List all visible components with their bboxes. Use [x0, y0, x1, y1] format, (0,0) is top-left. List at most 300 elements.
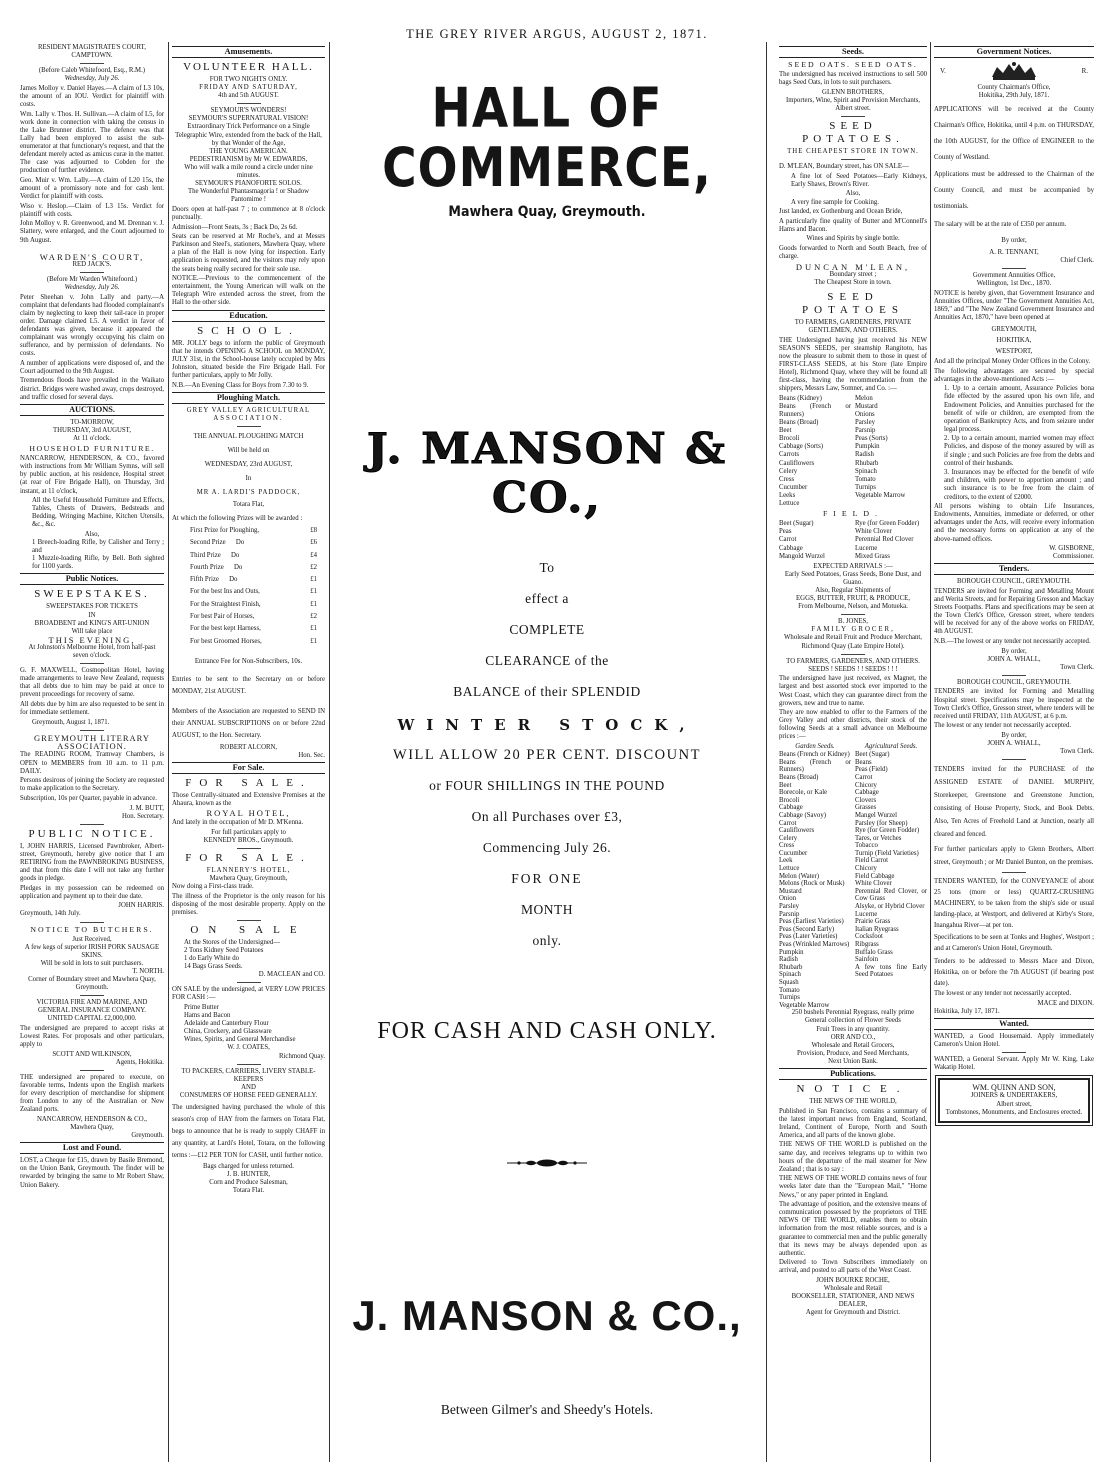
seed-item: Beet [779, 427, 792, 435]
agri-seed-item: Tares, or Vetches [855, 834, 902, 842]
tp-p1: CONSUMERS OF HORSE FEED GENERALLY. [179, 1091, 318, 1099]
ploughing-header: Ploughing Match. [172, 392, 325, 404]
expected-body: Early Seed Potatoes, Grass Seeds, Bone Dust, and Guano. [784, 570, 922, 586]
indent-notice: THE undersigned are prepared to execute, on favorable terms, Indents upon the English markets for every description of merchandise for shipment from London to any of the Australian or New Zealand ports. [20, 1074, 164, 1114]
column-4 [934, 44, 1094, 1464]
fs2-p3: Now doing a First-class trade. [172, 882, 254, 890]
news-p4: The advantage of position, and the extensive means of communication possessed by the proprietors of THE NEWS OF THE WORLD, enables them to obtain information from the most reliable sources, and is a guarantee to commercial men and the public generally that its news may be always depended upon as authentic. [779, 1201, 927, 1257]
bc2-title: BOROUGH COUNCIL, GREYMOUTH. [956, 678, 1072, 686]
column-3 [779, 44, 927, 1464]
garden-seed-item: Turnips [779, 994, 800, 1002]
tw-date: Hokitika, July 17, 1871. [934, 1007, 1000, 1015]
pawn-date: Greymouth, 14th July. [20, 910, 81, 918]
ga-p3: The following advantages are secured by special advantages in the above-mentioned Acts :— [934, 367, 1094, 383]
agri-seed-item: White Clover [855, 880, 892, 888]
ad-clearance: CLEARANCE of the [485, 653, 609, 668]
column-1 [20, 44, 164, 1464]
rm-case-4: Wiso v. Heslop.—Claim of L3 15s. Verdict for plaintiff with costs. [20, 202, 164, 218]
literary-role: Hon. Secretary. [121, 812, 164, 820]
garden-seeds-list [779, 751, 851, 1009]
field-seed-item: Rye (for Green Fodder) [855, 520, 920, 528]
gv-role: Hon. Sec. [298, 751, 325, 759]
seed-potatoes-2-title: SEED POTATOES [802, 290, 904, 316]
bc2-p1: TENDERS are invited for Forming and Metalling Hospital street. Specifications may be inspected at the Town Clerk's Office, Gresson street, where tenders will be received until FRIDAY, 11th AUGUST, at 6 p.m. [934, 688, 1094, 720]
fs2-p1: FLANNERY'S HOTEL, [206, 866, 291, 874]
ga-role: Commissioner. [1053, 553, 1094, 561]
wc-title: WARDEN'S COURT, [39, 251, 145, 262]
bj-role2: Wholesale and Retail Fruit and Produce Merchant, [784, 634, 922, 642]
ga-advantages [934, 385, 1094, 501]
seed-potatoes-title: SEED POTATOES. [802, 120, 904, 146]
bj-sig: B. JONES, [837, 618, 869, 626]
manson-footer-title: J. MANSON & CO., [352, 1292, 742, 1339]
auct-rifle-1: 1 Breech-loading Rifle, by Calisher and Terry ; and [32, 539, 164, 555]
ga-sig: W. GISBORNE, [1049, 545, 1094, 553]
agri-seed-item: Beans [855, 758, 872, 766]
garden-seed-item: Parsley [779, 903, 800, 911]
garden-seed-item: Pumpkin [779, 948, 804, 956]
prize-row [190, 623, 325, 635]
news-p2: THE NEWS OF THE WORLD is published on the same day, and receives telegrams up to within two hours of the departure of the mail steamer for New Zealand ; that is to say : [779, 1141, 927, 1173]
public-notice-title: PUBLIC NOTICE. [28, 827, 156, 840]
prize-label: For the best Ins and Outs, [190, 588, 260, 596]
indent-addr: Mawhera Quay, [70, 1124, 114, 1132]
gv-l1: THE ANNUAL PLOUGHING MATCH [193, 432, 304, 440]
field-seed-item: Carrot [779, 536, 797, 544]
os2-addr: Richmond Quay. [279, 1052, 325, 1060]
victoria-capital: UNITED CAPITAL £2,000,000. [47, 1015, 137, 1023]
dm-p2: A fine lot of Seed Potatoes—Early Kidneys, Early Shaws, Brown's River. [791, 172, 927, 188]
vh-l1: FOR TWO NIGHTS ONLY. [209, 76, 288, 83]
gv-l5: MR A. LARDI'S PADDOCK, [196, 489, 301, 497]
agri-seed-item: Chicory [855, 865, 877, 873]
box-l4: Tombstones, Monuments, and Enclosures erected. [945, 1108, 1083, 1116]
bj-addr: Richmond Quay (Late Empire Hotel). [801, 642, 905, 650]
auct-also: Also, [84, 530, 100, 538]
agri-seed-item: Perennial Red Clover, or Cow Grass [855, 887, 927, 903]
garden-seed-item: Celery [779, 834, 798, 842]
field-seed-item: Peas [779, 528, 792, 536]
advantage-item: 2. Up to a certain amount, married women may effect Policies, and dispose of the money assured by will as if single ; and such Policies are free from the debts and control of their husbands. [944, 435, 1094, 467]
gov-by: By order, [1001, 236, 1027, 244]
column-rule [329, 42, 330, 1462]
seed-item: Tomato [855, 475, 876, 483]
manson-title: J. MANSON & CO., [366, 424, 728, 522]
seed-item: Cress [779, 475, 795, 483]
sp2-body: THE Undersigned having just received his NEW SEASON'S SEEDS, per steamship Rangitoto, has now the pleasure to submit them to those in quest of FIRST-CLASS SEEDS, at his Store (late Empire Hotel), Richmond Quay, where they will be found all first-class, having the recommendation from the shippers, Messrs Law, Somner, and Co. :— [779, 336, 927, 393]
seed-item: Peas (Sorts) [855, 435, 888, 443]
garden-seed-item: Peas (Wrinkled Marrows) [779, 941, 850, 948]
garden-seed-item: Rhubarb [779, 963, 803, 971]
sale-item: Hams and Bacon [184, 1012, 231, 1020]
news-p3: THE NEWS OF THE WORLD contains news of four weeks later date than the "European Mail," "Home News," or any paper printed in England. [779, 1175, 927, 1199]
seed-item: Beans (Broad) [779, 419, 819, 427]
garden-seed-item: Lettuce [779, 865, 800, 873]
news-role: Wholesale and Retail [823, 1285, 883, 1293]
tenders-wanted-4: The lowest or any tender not necessarily accepted. [934, 990, 1072, 998]
seed-list [779, 395, 927, 508]
sw-line-3: BROADBENT and KING'S ART-UNION [34, 619, 150, 627]
volunteer-hall-title: VOLUNTEER HALL. [183, 61, 314, 73]
seed-item: Rhubarb [855, 459, 879, 467]
ga-towns [934, 324, 1094, 357]
garden-seed-item: Cauliflowers [779, 827, 815, 835]
gv-l3: WEDNESDAY, 23rd AUGUST, [204, 460, 293, 468]
garden-seed-item: Carrot [779, 819, 797, 827]
news-role2: BOOKSELLER, STATIONER, AND NEWS DEALER, [791, 1293, 915, 1309]
prize-row [190, 599, 325, 611]
victoria-body: The undersigned are prepared to accept risks at Lowest Rates. For proposals and other particulars, apply to [20, 1025, 164, 1049]
agri-seed-item: A few tons fine Early Seed Potatoes [855, 963, 927, 979]
agri-seed-item: Beet (Sugar) [855, 751, 890, 759]
agri-seed-item: Field Cabbage [855, 872, 895, 880]
wanted-1: WANTED, a Good Housemaid. Apply immediately Cameron's Union Hotel. [934, 1032, 1094, 1049]
sale-item: Adelaide and Canterbury Flour [184, 1020, 269, 1028]
os2-sig: W. J. COATES, [227, 1044, 270, 1052]
wc-case-1: Peter Sheehan v. John Lally and party.—A complaint that defendants had flooded complainant's claim by neglecting to keep their tail-race in proper order. Damage claimed L5. A verdict in favor of defendants was given, because it appeared the complainant was wrongly occupying his claim on sufferance, and by permission of defendants. No costs. [20, 293, 164, 358]
prize-label: Fourth Prize Do [190, 563, 243, 571]
agri-seed-item: Sainfoin [855, 956, 879, 964]
bc2-sig: JOHN A. WHALL, [987, 739, 1041, 747]
butchers-addr: Corner of Boundary street and Mawhera Quay, Greymouth. [28, 976, 156, 992]
tf-p1: The undersigned have just received, ex Magnet, the largest and best assorted stock ever imported to the West Coast, which they can guarantee direct from the growers, new and true to name. [779, 675, 927, 707]
auct-items: All the Useful Household Furniture and Effects, Tables, Chests of Drawers, Bedsteads and Bedding, Wringing Machine, Kitchen Utensils, &c., &c. [32, 497, 164, 529]
gv-l7: At which the following Prizes will be awarded : [172, 515, 303, 523]
garden-seed-item: Squash [779, 978, 799, 986]
garden-seed-item: Peas (Earliest Varieties) [779, 918, 844, 926]
crown-crest-icon [989, 61, 1039, 81]
vh-l14: Seats can be reserved at Mr Roche's, and at Messrs Parkinson and Steel's, stationers, Mawhera Quay, where a plan of the Hall is now lying for inspection. Early application is requested, and the visitors may rely upon the seats being really secured for their sole use. [172, 233, 325, 273]
vh-l3: 4th and 5th AUGUST. [218, 92, 279, 100]
sw-line-2: IN [88, 611, 96, 619]
bc1-title: BOROUGH COUNCIL, GREYMOUTH. [956, 578, 1072, 586]
garden-seed-item: Onion [779, 895, 796, 903]
agri-seed-item: Mangel Wurzel [855, 811, 898, 819]
pawn-notice-2: Pledges in my possession can be redeemed on application and payment up to their due date. [20, 884, 164, 900]
agri-seed-item: Cabbage [855, 789, 879, 797]
prize-row [190, 636, 325, 648]
seed-item: Spinach [855, 467, 877, 475]
maxwell-date: Greymouth, August 1, 1871. [32, 718, 110, 726]
os2-items [172, 1004, 325, 1044]
quinn-box [938, 1078, 1090, 1122]
agri-seed-item: Turnip (Field Varieties) [855, 849, 919, 857]
garden-seed-item: Radish [779, 956, 798, 964]
sale-item: Wines, Spirits, and General Merchandise [184, 1036, 296, 1044]
ornament-divider-icon [507, 1158, 587, 1168]
auct-household: HOUSEHOLD FURNITURE. [29, 444, 155, 454]
prize-amount: £1 [310, 625, 317, 633]
victoria-sig: SCOTT AND WILKINSON, [52, 1050, 132, 1058]
sp2-sub: TO FARMERS, GARDENERS, PRIVATE GENTLEMEN, AND OTHERS. [794, 318, 912, 335]
gv-l4: In [245, 475, 252, 483]
masthead: THE GREY RIVER ARGUS, AUGUST 2, 1871. [406, 27, 708, 41]
garden-agri-list [779, 751, 927, 1009]
vh-l11: The Wonderful Phantasmagoria ! or Shadow Pantomime ! [187, 188, 310, 204]
gv-l2: Will be held on [227, 446, 270, 454]
prize-amount: £6 [310, 539, 317, 547]
gov-l2: Hokitika, 29th July, 1871. [978, 92, 1050, 100]
fs1-p4: For full particulars apply to [211, 828, 286, 836]
garden-seed-item: Melons (Rock or Musk) [779, 880, 845, 888]
seed-item: Mustard [855, 402, 878, 410]
seed-oats-sig: GLENN BROTHERS, [822, 88, 884, 96]
dm-p7: Goods forwarded to North and South Beach, free of charge. [779, 245, 927, 261]
seed-item: Brocoli [779, 435, 800, 443]
garden-seed-item: Beans (French or Runners) [779, 758, 851, 774]
agri-seed-item: Prairie Grass [855, 918, 891, 926]
dm-p5: A particularly fine quality of Butter and M'Connell's Hams and Bacon. [779, 217, 927, 233]
seed-item: Carrots [779, 451, 800, 459]
ad-effect: effect a [525, 591, 569, 606]
literary-p3: Subscription, 10s per Quarter, payable in advance. [20, 794, 157, 802]
agri-seeds-list [855, 751, 927, 1009]
seed-item: Vegetable Marrow [855, 491, 906, 499]
prize-label: For best Pair of Horses, [190, 613, 255, 621]
literary-p1: The READING ROOM, Tramway Chambers, is OPEN to MEMBERS from 10 a.m. to 11 p.m. DAILY. [20, 751, 164, 775]
ad-or-four: or FOUR SHILLINGS IN THE POUND [429, 778, 665, 793]
pawn-notice: I, JOHN HARRIS, Licensed Pawnbroker, Albert-street, Greymouth, hereby give notice that I am RETIRING from the PAWNBROKING BUSINESS, and that from this date I will not take any further goods in pledge. [20, 842, 164, 883]
seed-item: Cauliflowers [779, 459, 815, 467]
manson-advertisement [333, 44, 761, 1464]
tp-p2: The undersigned having purchased the whole of this season's crop of HAY from the farmers on Totara Flat, begs to announce that he is ready to supply CHAFF in any quantity, at Lardi's Hotel, Totara, on the following terms :—£12 PER TON for CASH, until further notice. [172, 1103, 325, 1159]
ad-for-one: FOR ONE [511, 871, 583, 886]
fs2-p4: The illness of the Proprietor is the only reason for his disposing of the most desirable property. Apply on the premises. [172, 892, 325, 916]
field-seed-item: Lucerne [855, 544, 878, 552]
indent-sig: NANCARROW, HENDERSON & CO., [36, 1116, 148, 1123]
dm-p4: Just landed, ex Gothenburg and Ocean Bride, [779, 208, 903, 216]
butchers-l1: Just Received, [72, 935, 112, 943]
tenders-header: Tenders. [934, 563, 1094, 575]
vh-l15: NOTICE.—Previous to the commencement of the entertainment, the Young American will walk on the Telegraph Wire extended across the street, from the Hall to the other side. [172, 275, 325, 307]
field-seed-item: White Clover [855, 528, 892, 536]
field-seed-item: Mangold Wurzel [779, 552, 825, 560]
prize-amount: £2 [310, 563, 317, 571]
seed-item: Celery [779, 467, 798, 475]
seed-list-a [779, 395, 851, 508]
tenders-wanted-3: Tenders to be addressed to Messrs Mace and Dixon, Hokitika, on or before the 7th AUGUST (if bearing post date). [934, 957, 1094, 987]
seed-item: Parsnip [855, 427, 876, 435]
gov-p3: The salary will be at the rate of £350 per annum. [934, 220, 1067, 228]
office-town: GREYMOUTH, [991, 325, 1037, 333]
prize-list [172, 525, 325, 648]
rm-court-sub: CAMPTOWN. [71, 52, 113, 60]
seed-item: Onions [855, 411, 875, 418]
gv-l8: Entrance Fee for Non-Subscribers, 10s. [194, 657, 303, 665]
prize-label: For the Straightest Finish, [190, 600, 261, 608]
tf-title: TO FARMERS, GARDENERS, AND OTHERS. [786, 657, 920, 665]
auct-rifle-2: 1 Muzzle-loading Rifle, by Bell. Both sighted for 1100 yards. [32, 555, 164, 571]
news-p5: Delivered to Town Subscribers immediately on arrival, and posted to all parts of the West Coast. [779, 1259, 927, 1275]
field-seed-item: Mixed Grass [855, 552, 890, 560]
garden-seed-item: Borecole, or Kale [779, 789, 828, 797]
vh-l12: Doors open at half-past 7 ; to commence at 8 o'clock punctually. [172, 205, 325, 221]
lost-cheque: LOST, a Cheque for £15, drawn by Basile Bremond, on the Union Bank, Greymouth. The finder will be rewarded by bringing the same to Mr Robert Shaw, Union Bakery. [20, 1157, 164, 1189]
tp-and: AND [241, 1083, 256, 1091]
os-p4: 14 Bags Grass Seeds. [184, 963, 243, 971]
tf-p2: They are now enabled to offer to the Farmers of the Grey Valley and other districts, their stock of the following Seeds at a small advance on Melbourne prices :— [779, 709, 927, 741]
wc-news: Tremendous floods have prevailed in the Waikato district. Bridges were washed away, crops destroyed, and traffic closed for several days. [20, 377, 164, 401]
prize-amount: £4 [310, 551, 317, 559]
agri-seed-item: Grasses [855, 804, 877, 812]
tp-p3: Bags charged for unless returned. [202, 1163, 295, 1170]
tenders-wanted-2: Specifications to be seen at Tonks and Hughes', Westport ; and at Cameron's Union Hotel, Greymouth. [934, 934, 1094, 953]
tp-title: TO PACKERS, CARRIERS, LIVERY STABLE-KEEPERS [181, 1067, 316, 1083]
office-town: HOKITIKA, [996, 336, 1032, 344]
ad-complete: COMPLETE [509, 622, 585, 637]
hall-address: Mawhera Quay, Greymouth. [448, 204, 646, 220]
agri-seed-item: Peas (Field) [855, 766, 888, 774]
garden-seed-item: Parsnip [779, 910, 800, 918]
tp-addr: Totara Flat. [232, 1187, 265, 1195]
ga-p1: NOTICE is hereby given, that Government Insurance and Annuities Offices, under "The Government Annuities Act, 1869," and "The New Zealand Government Insurance and Annuities Act, 1870," have been opened at [934, 289, 1094, 321]
vh-l5: SEYMOUR'S SUPERNATURAL VISION! [188, 115, 309, 123]
garden-seed-item: Brocoli [779, 796, 800, 804]
seed-oats-title: SEED OATS. SEED OATS. [788, 60, 918, 69]
news-p1: Published in San Francisco, contains a summary of the latest important news from England, Scotland, Ireland, Continent of Europe, North and South America, and all parts of the known globe. [779, 1107, 927, 1139]
school-body: MR. JOLLY begs to inform the public of Greymouth that he intends OPENING A SCHOOL on MONDAY, JULY 31st, in the School-house lately occupied by Mrs Johnston, situated beside the Fire Brigade Hall. For further particulars, apply to Mr Jolly. [172, 339, 325, 379]
seed-item: Beans (Kidney) [779, 394, 822, 402]
box-l3: Albert street, [996, 1100, 1032, 1108]
prize-row [190, 537, 325, 549]
sw-line-5: THIS EVENING, [48, 634, 136, 645]
seal-r: R. [1081, 66, 1088, 75]
cheapest-store: THE CHEAPEST STORE IN TOWN. [787, 148, 919, 156]
agri-seed-item: Italian Ryegrass [855, 925, 899, 933]
fs1-p3: And lately in the occupation of Mr D. M'Kenna. [172, 818, 304, 826]
prize-row [190, 550, 325, 562]
bc1-p1: TENDERS are invited for Forming and Metalling Mount and Werita Streets, and for Repairing Gresson and Mackay Streets Footpaths. Plans and specifications may be seen at the Town Clerk's Office, Gresson street, where tenders will be received for any of the above works on FRIDAY, 4th AUGUST. [934, 587, 1094, 636]
seed-item: Melon [855, 394, 873, 402]
fs1-p5: KENNEDY BROS., Greymouth. [203, 836, 294, 844]
gv-assoc: ASSOCIATION. [213, 414, 284, 422]
butchers-sig: T. NORTH. [132, 968, 164, 975]
prize-amount: £1 [310, 576, 317, 584]
advantage-item: 3. Insurances may be effected for the benefit of wife and children, with power to apportion amount ; and such insurance is to be free from the claim of creditors, to the extent of £2000. [944, 469, 1094, 501]
fs2-p2: Mawhera Quay, Greymouth, [209, 874, 288, 882]
ga-l1: Government Annuities Office, [972, 271, 1056, 279]
fs1-p2: ROYAL HOTEL, [206, 808, 291, 819]
vh-l2: FRIDAY AND SATURDAY, [199, 84, 298, 92]
garden-seed-item: Cabbage (Savoy) [779, 811, 826, 819]
tenders-wanted: TENDERS WANTED, for the CONVEYANCE of about 25 tons (more or less) QUARTZ-CRUSHING MACHINERY, to be taken from the ship's side or usual landing-place, at Westport, and delivered at Kirby's Store, Inangahua River—at per ton. [934, 877, 1094, 929]
prize-label: First Prize for Ploughing, [190, 526, 260, 534]
garden-seed-item: Tomato [779, 986, 800, 994]
gv-l10: Members of the Association are requested to SEND IN their ANNUAL SUBSCRIPTIONS on or before 22nd AUGUST, to the Hon. Secretary. [172, 708, 325, 739]
dm-p3: A very fine sample for Cooking. [791, 198, 879, 206]
bc2-role: Town Clerk. [1060, 748, 1094, 756]
indent-town: Greymouth. [131, 1132, 164, 1140]
column-rule [930, 42, 931, 1462]
rm-court-title: RESIDENT MAGISTRATE'S COURT, [38, 44, 146, 51]
ad-allow: WILL ALLOW 20 PER CENT. DISCOUNT [393, 747, 701, 763]
sw-line-1: SWEEPSTAKES FOR TICKETS [46, 603, 138, 611]
garden-seed-item: Cucumber [779, 849, 808, 857]
ad-on-purchases: On all Purchases over £3, [471, 809, 623, 824]
publications-header: Publications. [779, 1068, 927, 1080]
bc2-p2: The lowest or any tender not necessarily accepted. [934, 722, 1072, 730]
seed-item: Beans (French or Runners) [779, 402, 851, 418]
prize-row [190, 611, 325, 623]
bc1-role: Town Clerk. [1060, 663, 1094, 671]
prize-label: Second Prize Do [190, 539, 245, 547]
rm-case-3: Geo. Muir v. Wm. Lally.—A claim of L20 15s, the amount of a promissory note and for cash lent. Verdict for plaintiff with costs. [20, 176, 164, 201]
prize-label: For the best kept Harness, [190, 625, 261, 633]
gov-role: Chief Clerk. [1060, 256, 1094, 264]
literary-title: GREYMOUTH LITERARY ASSOCIATION. [34, 732, 150, 751]
sale-item: China, Crockery, and Glassware [184, 1028, 272, 1036]
field-seed-item: Perennial Red Clover [855, 536, 914, 544]
seed-item: Cabbage (Sorts) [779, 443, 823, 451]
prize-row [190, 586, 325, 598]
vh-l10: SEYMOUR'S PIANOFORTE SOLOS. [195, 180, 302, 188]
gv-l6: Totara Flat, [232, 501, 265, 509]
seed-item: Cucumber [779, 483, 808, 491]
vh-l4: SEYMOUR'S WONDERS! [210, 107, 287, 115]
rm-case-5: John Molloy v. R. Greenwood, and M. Drennan v. J. Slattery, were enlarged, and the Court adjourned to 9th August. [20, 220, 164, 244]
os-sig: D. MACLEAN and CO. [258, 971, 325, 979]
prize-amount: £2 [310, 613, 317, 621]
expected-arrivals: EXPECTED ARRIVALS :— [813, 562, 893, 570]
dm-sig: DUNCAN M'LEAN, [795, 261, 911, 272]
fs1-title: FOR SALE. [185, 776, 312, 789]
tw-sig: MACE and DIXON. [1037, 999, 1094, 1007]
ad-commencing: Commencing July 26. [482, 840, 612, 855]
seed-item: Radish [855, 451, 874, 459]
os-p1: At the Stores of the Undersigned— [184, 938, 281, 946]
tf-addr: Next Union Bank. [828, 1057, 878, 1065]
prize-amount: £8 [310, 526, 317, 534]
os2-p1: ON SALE by the undersigned, at VERY LOW PRICES FOR CASH :— [172, 986, 325, 1002]
agri-seed-item: Lucerne [855, 910, 878, 918]
agri-seed-item: Field Carrot [855, 857, 889, 865]
column-rule [766, 42, 767, 1462]
prize-row [190, 574, 325, 586]
vh-l8: PEDESTRIANISM by Mr W. EDWARDS, [189, 155, 308, 163]
seed-item: Parsley [855, 419, 876, 427]
garden-seeds-head: Garden Seeds. [795, 743, 835, 751]
auct-line-1: TO-MORROW, [70, 418, 114, 426]
seal-v: V. [940, 66, 946, 75]
seed-headings [779, 743, 927, 751]
gv-l9: Entries to be sent to the Secretary on or before MONDAY, 21st AUGUST. [172, 676, 325, 695]
dm-addr: Boundary street ; [829, 270, 877, 278]
ga-p2: And all the principal Money Order Offices in the Colony. [934, 358, 1091, 366]
column-rule [168, 42, 169, 1462]
bj-role: FAMILY GROCER, [811, 626, 895, 634]
prize-amount: £1 [310, 588, 317, 596]
amusements-header: Amusements. [172, 46, 325, 58]
agri-seed-item: Ribgrass [855, 941, 879, 948]
wc-sub: RED JACK'S. [72, 260, 112, 268]
prize-row [190, 525, 325, 537]
field-list [779, 520, 927, 560]
tender-purchase: TENDERS invited for the PURCHASE of the ASSIGNED ESTATE of DANIEL MURPHY, Storekeeper, Greenstone and Greenstone Junction, consisting of House Property, Stock, and Book Debts. Also, Ten Acres of Freehold Land at Junction, nearly all cleared and fenced. [934, 766, 1094, 839]
vh-l9: Who will walk a mile round a circle under nine minutes. [184, 163, 313, 180]
hall-of-commerce-title: HALL OF COMMERCE, [382, 76, 712, 200]
seed-list-b [855, 395, 927, 508]
box-l1: WM. QUINN AND SON, [972, 1083, 1056, 1093]
sw-line-6: At Johnston's Melbourne Hotel, from half-past seven o'clock. [28, 643, 156, 659]
ad-winter-stock: WINTER STOCK, [397, 716, 697, 734]
garden-seed-item: Beet [779, 781, 792, 789]
agri-seed-item: Tobacco [855, 842, 878, 850]
agri-seed-item: Carrot [855, 773, 873, 781]
agri-seed-item: Parsley (for Sheep) [855, 819, 908, 827]
dm-p1: D. M'LEAN, Boundary street, has ON SALE— [779, 163, 909, 171]
ad-balance: BALANCE of their SPLENDID [453, 684, 641, 699]
rm-date: Wednesday, July 26. [64, 75, 120, 83]
